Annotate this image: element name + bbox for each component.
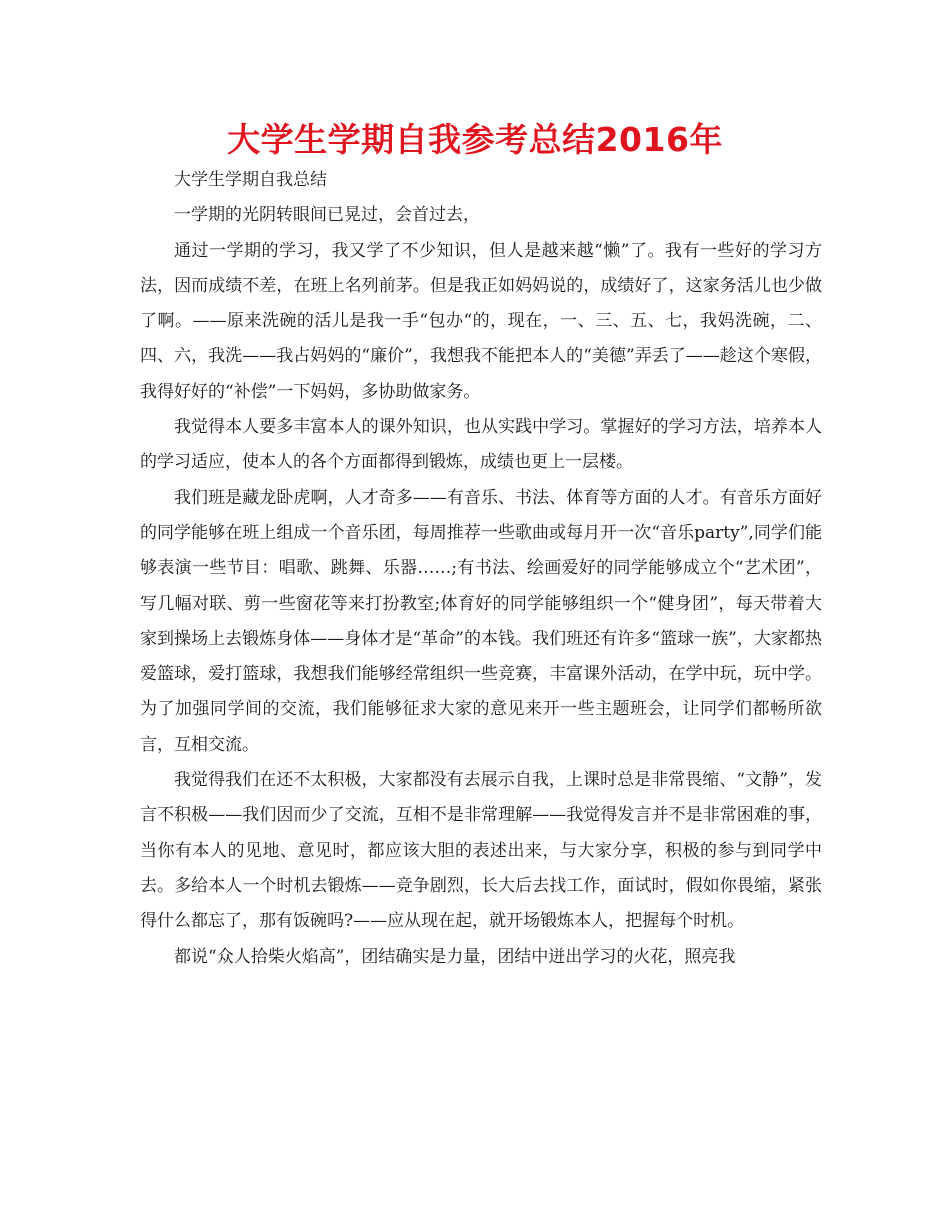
body-paragraph: 我觉得我们在还不太积极，大家都没有去展示自我，上课时总是非常畏缩、“文静”，发言不积极——我们因而少了交流，互相不是非常理解——我觉得发言并不是非常困难的事，当你有本人的见地、意见时，都应该大胆的表述出来，与大家分享，积极的参与到同学中去。多给本人一个时机去锻炼——竞争剧烈，长大后去找工作，面试时，假如你畏缩，紧张得什么都忘了，那有饭碗吗?——应从现在起，就开场锻炼本人，把握每个时机。 [140,770,822,932]
document-body [140,163,822,975]
subtitle-paragraph: 大学生学期自我总结 [174,170,327,190]
body-paragraph: 我们班是藏龙卧虎啊，人才奇多——有音乐、书法、体育等方面的人才。有音乐方面好的同学能够在班上组成一个音乐团，每周推荐一些歌曲或每月开一次“音乐party”,同学们能够表演一些节目：唱歌、跳舞、乐器……;有书法、绘画爱好的同学能够成立个“艺术团”，写几幅对联、剪一些窗花等来打扮教室;体育好的同学能够组织一个“健身团”，每天带着大家到操场上去锻炼身体——身体才是“革命”的本钱。我们班还有许多“篮球一族”，大家都热爱篮球，爱打篮球，我想我们能够经常组织一些竞赛，丰富课外活动，在学中玩，玩中学。为了加强同学间的交流，我们能够征求大家的意见来开一些主题班会，让同学们都畅所欲言，互相交流。 [140,487,822,755]
body-paragraph: 我觉得本人要多丰富本人的课外知识，也从实践中学习。掌握好的学习方法，培养本人的学习适应，使本人的各个方面都得到锻炼，成绩也更上一层楼。 [140,417,822,473]
document-title: 大学生学期自我参考总结2016年 [227,120,723,159]
body-paragraph: 通过一学期的学习，我又学了不少知识，但人是越来越“懒”了。我有一些好的学习方法，因而成绩不差，在班上名列前茅。但是我正如妈妈说的，成绩好了，这家务活儿也少做了啊。——原来洗碗的活儿是我一手“包办“的，现在，一、三、五、七，我妈洗碗，二、四、六，我洗——我占妈妈的“廉价”，我想我不能把本人的“美德”弄丢了——趁这个寒假，我得好好的“补偿”一下妈妈，多协助做家务。 [140,240,822,402]
body-paragraph: 一学期的光阴转眼间已晃过，会首过去， [174,205,480,226]
body-paragraph: 都说“众人拾柴火焰高”，团结确实是力量，团结中迸出学习的火花，照亮我 [174,946,736,967]
